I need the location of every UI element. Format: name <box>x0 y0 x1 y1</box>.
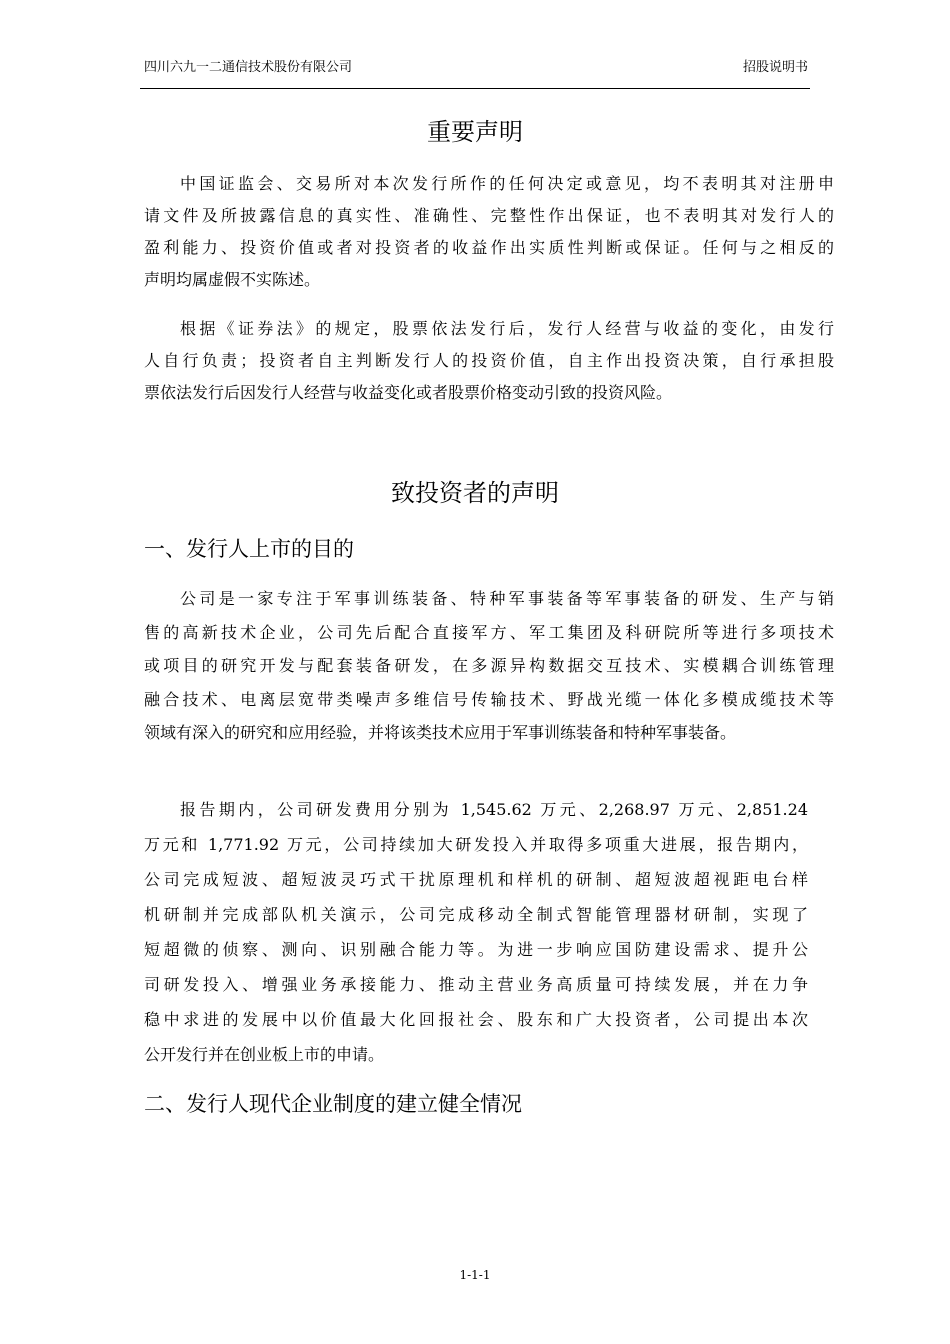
text-line: 万元和 1,771.92 万元，公司持续加大研发投入并取得多项重大进展，报告期内， <box>144 835 808 854</box>
text-line: 融合技术、电离层宽带类噪声多维信号传输技术、野战光缆一体化多模成缆技术等 <box>144 689 834 709</box>
paragraph-company-intro <box>144 582 834 750</box>
paragraph-notice-2 <box>144 313 834 409</box>
text-line: 请文件及所披露信息的真实性、准确性、完整性作出保证，也不表明其对发行人的 <box>144 206 834 225</box>
text-line: 领域有深入的研究和应用经验，并将该类技术应用于军事训练装备和特种军事装备。 <box>144 723 737 743</box>
text-line: 或项目的研究开发与配套装备研发，在多源异构数据交互技术、实模耦合训练管理 <box>144 656 834 676</box>
text-line: 短超微的侦察、测向、识别融合能力等。为进一步响应国防建设需求、提升公 <box>144 940 808 959</box>
text-line: 机研制并完成部队机关演示，公司完成移动全制式智能管理器材研制，实现了 <box>144 905 808 924</box>
text-line: 票依法发行后因发行人经营与收益变化或者股票价格变动引致的投资风险。 <box>144 383 673 402</box>
text-line: 公开发行并在创业板上市的申请。 <box>144 1045 385 1064</box>
header-rule <box>140 88 810 89</box>
text-line: 报告期内，公司研发费用分别为 1,545.62 万元、2,268.97 万元、2,851.24 <box>180 800 808 819</box>
text-line: 声明均属虚假不实陈述。 <box>144 270 321 289</box>
paragraph-rnd-expenses <box>144 792 808 1072</box>
text-line: 公司完成短波、超短波灵巧式干扰原理机和样机的研制、超短波超视距电台样 <box>144 870 808 889</box>
heading-corporate-governance: 二、发行人现代企业制度的建立健全情况 <box>144 1092 522 1116</box>
page-number: 1-1-1 <box>459 1268 491 1282</box>
text-line: 公司是一家专注于军事训练装备、特种军事装备等军事装备的研发、生产与销 <box>180 589 834 608</box>
heading-listing-purpose: 一、发行人上市的目的 <box>144 537 354 561</box>
text-line: 售的高新技术企业，公司先后配合直接军方、军工集团及科研院所等进行多项技术 <box>144 622 834 642</box>
section-title-important-notice: 重要声明 <box>427 118 523 146</box>
header-doc-type: 招股说明书 <box>742 60 808 75</box>
section-title-investor-statement: 致投资者的声明 <box>391 479 559 507</box>
text-line: 人自行负责；投资者自主判断发行人的投资价值，自主作出投资决策，自行承担股 <box>144 351 834 370</box>
text-line: 司研发投入、增强业务承接能力、推动主营业务高质量可持续发展，并在力争 <box>144 975 808 994</box>
text-line: 盈利能力、投资价值或者对投资者的收益作出实质性判断或保证。任何与之相反的 <box>144 238 834 257</box>
text-line: 稳中求进的发展中以价值最大化回报社会、股东和广大投资者，公司提出本次 <box>144 1010 808 1029</box>
text-line: 中国证监会、交易所对本次发行所作的任何决定或意见，均不表明其对注册申 <box>180 174 834 193</box>
header-company: 四川六九一二通信技术股份有限公司 <box>144 60 353 75</box>
paragraph-notice-1 <box>144 168 834 296</box>
text-line: 根据《证券法》的规定，股票依法发行后，发行人经营与收益的变化，由发行 <box>180 319 834 338</box>
